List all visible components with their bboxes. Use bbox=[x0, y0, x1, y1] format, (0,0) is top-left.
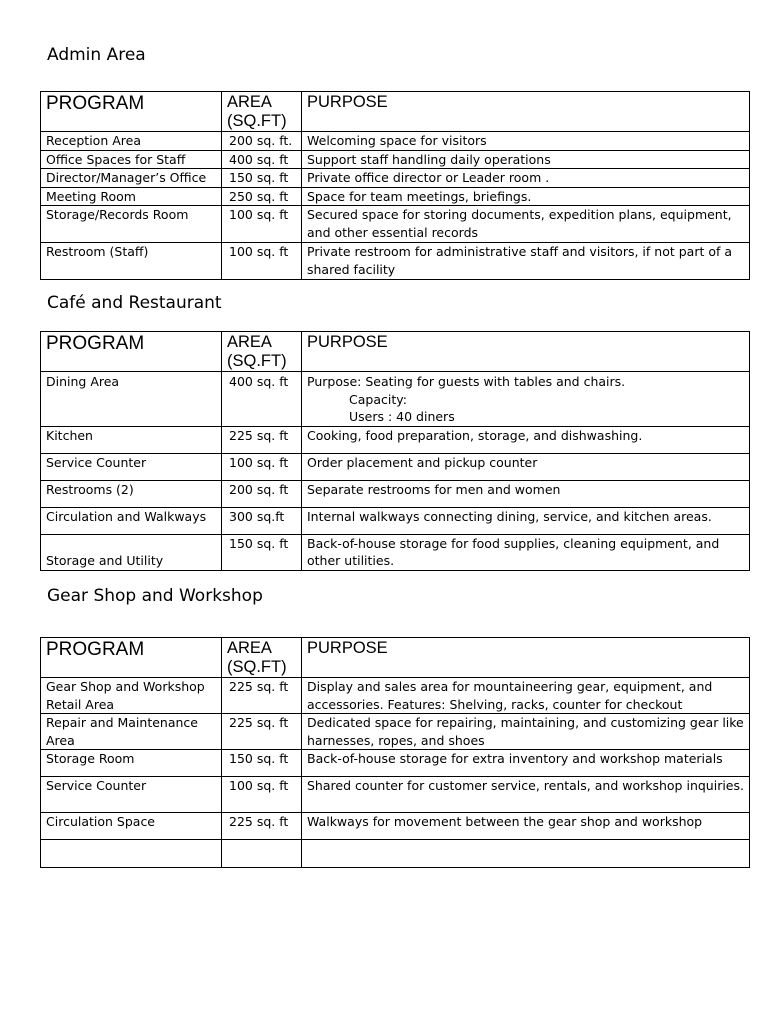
header-area-line2: (SQ.FT) bbox=[227, 658, 287, 676]
cell-purpose: Welcoming space for visitors bbox=[302, 132, 750, 151]
header-area bbox=[222, 332, 302, 372]
cell-purpose: Secured space for storing documents, expedition plans, equipment, and other essential records bbox=[302, 206, 750, 243]
cell-area bbox=[222, 840, 302, 868]
cell-program: Repair and Maintenance Area bbox=[41, 714, 222, 750]
table-row bbox=[41, 813, 750, 840]
header-purpose: PURPOSE bbox=[302, 332, 750, 372]
cell-program: Circulation and Walkways bbox=[41, 507, 222, 534]
cell-program: Dining Area bbox=[41, 372, 222, 427]
cell-area: 250 sq. ft bbox=[222, 187, 302, 206]
table-row bbox=[41, 243, 750, 280]
table-row bbox=[41, 777, 750, 813]
table-row bbox=[41, 426, 750, 453]
section-title-cafe: Café and Restaurant bbox=[47, 293, 222, 313]
table-row bbox=[41, 453, 750, 480]
cell-area: 225 sq. ft bbox=[222, 714, 302, 750]
cafe-table bbox=[40, 331, 750, 571]
cell-program: Director/Manager’s Office bbox=[41, 169, 222, 188]
table-header-row bbox=[41, 332, 750, 372]
header-area-line2: (SQ.FT) bbox=[227, 112, 287, 130]
cell-program: Gear Shop and Workshop Retail Area bbox=[41, 678, 222, 714]
table-row bbox=[41, 372, 750, 427]
cell-area: 400 sq. ft bbox=[222, 150, 302, 169]
cell-program bbox=[41, 840, 222, 868]
table-row bbox=[41, 187, 750, 206]
header-program: PROGRAM bbox=[41, 332, 222, 372]
cell-program: Meeting Room bbox=[41, 187, 222, 206]
cell-area: 100 sq. ft bbox=[222, 206, 302, 243]
table-row bbox=[41, 840, 750, 868]
cell-program: Storage and Utility bbox=[41, 534, 222, 570]
cell-area: 100 sq. ft bbox=[222, 243, 302, 280]
cell-purpose: Order placement and pickup counter bbox=[302, 453, 750, 480]
cell-program: Restroom (Staff) bbox=[41, 243, 222, 280]
table-header-row bbox=[41, 92, 750, 132]
header-area-line1: AREA bbox=[227, 93, 272, 111]
cell-area: 150 sq. ft bbox=[222, 169, 302, 188]
cell-program: Service Counter bbox=[41, 777, 222, 813]
cell-area: 200 sq. ft. bbox=[222, 132, 302, 151]
table-row bbox=[41, 150, 750, 169]
cell-area: 225 sq. ft bbox=[222, 426, 302, 453]
cell-purpose: Back-of-house storage for extra inventory and workshop materials bbox=[302, 750, 750, 777]
cell-purpose: Dedicated space for repairing, maintaining, and customizing gear like harnesses, ropes, and shoes bbox=[302, 714, 750, 750]
cell-program: Storage Room bbox=[41, 750, 222, 777]
cell-purpose: Private office director or Leader room . bbox=[302, 169, 750, 188]
cell-area: 150 sq. ft bbox=[222, 750, 302, 777]
purpose-line: Purpose: Seating for guests with tables and chairs. bbox=[307, 374, 626, 389]
table-row bbox=[41, 678, 750, 714]
cell-area: 300 sq.ft bbox=[222, 507, 302, 534]
cell-program: Service Counter bbox=[41, 453, 222, 480]
cell-program: Restrooms (2) bbox=[41, 480, 222, 507]
table-row bbox=[41, 480, 750, 507]
cell-area: 100 sq. ft bbox=[222, 777, 302, 813]
cell-purpose bbox=[302, 840, 750, 868]
header-program: PROGRAM bbox=[41, 92, 222, 132]
cell-purpose: Internal walkways connecting dining, service, and kitchen areas. bbox=[302, 507, 750, 534]
cell-program: Storage/Records Room bbox=[41, 206, 222, 243]
cell-purpose: Private restroom for administrative staff and visitors, if not part of a shared facility bbox=[302, 243, 750, 280]
table-row bbox=[41, 507, 750, 534]
header-area-line1: AREA bbox=[227, 639, 272, 657]
header-area bbox=[222, 92, 302, 132]
cell-program: Circulation Space bbox=[41, 813, 222, 840]
header-area-line1: AREA bbox=[227, 333, 272, 351]
cell-purpose bbox=[302, 372, 750, 427]
cell-program: Reception Area bbox=[41, 132, 222, 151]
cell-area: 225 sq. ft bbox=[222, 678, 302, 714]
section-title-admin: Admin Area bbox=[47, 45, 146, 65]
purpose-line: Capacity: bbox=[349, 391, 407, 407]
cell-purpose: Support staff handling daily operations bbox=[302, 150, 750, 169]
cell-purpose: Display and sales area for mountaineering gear, equipment, and accessories. Features: Shelving, racks, counter for checkout bbox=[302, 678, 750, 714]
table-row bbox=[41, 714, 750, 750]
cell-purpose: Shared counter for customer service, rentals, and workshop inquiries. bbox=[302, 777, 750, 813]
cell-purpose: Back-of-house storage for food supplies, cleaning equipment, and other utilities. bbox=[302, 534, 750, 570]
cell-program: Office Spaces for Staff bbox=[41, 150, 222, 169]
header-purpose: PURPOSE bbox=[302, 92, 750, 132]
cell-area: 400 sq. ft bbox=[222, 372, 302, 427]
cell-purpose: Space for team meetings, briefings. bbox=[302, 187, 750, 206]
section-title-gear-shop: Gear Shop and Workshop bbox=[47, 586, 263, 606]
header-purpose: PURPOSE bbox=[302, 638, 750, 678]
cell-area: 225 sq. ft bbox=[222, 813, 302, 840]
gear-shop-table bbox=[40, 637, 750, 868]
admin-table bbox=[40, 91, 750, 280]
table-row bbox=[41, 534, 750, 570]
cell-area: 150 sq. ft bbox=[222, 534, 302, 570]
cell-area: 200 sq. ft bbox=[222, 480, 302, 507]
header-area bbox=[222, 638, 302, 678]
purpose-line: Users : 40 diners bbox=[349, 409, 455, 424]
table-row bbox=[41, 750, 750, 777]
cell-purpose: Walkways for movement between the gear shop and workshop bbox=[302, 813, 750, 840]
header-program: PROGRAM bbox=[41, 638, 222, 678]
cell-program: Kitchen bbox=[41, 426, 222, 453]
header-area-line2: (SQ.FT) bbox=[227, 352, 287, 370]
table-header-row bbox=[41, 638, 750, 678]
table-row bbox=[41, 206, 750, 243]
cell-purpose: Separate restrooms for men and women bbox=[302, 480, 750, 507]
cell-purpose: Cooking, food preparation, storage, and dishwashing. bbox=[302, 426, 750, 453]
table-row bbox=[41, 169, 750, 188]
table-row bbox=[41, 132, 750, 151]
cell-area: 100 sq. ft bbox=[222, 453, 302, 480]
